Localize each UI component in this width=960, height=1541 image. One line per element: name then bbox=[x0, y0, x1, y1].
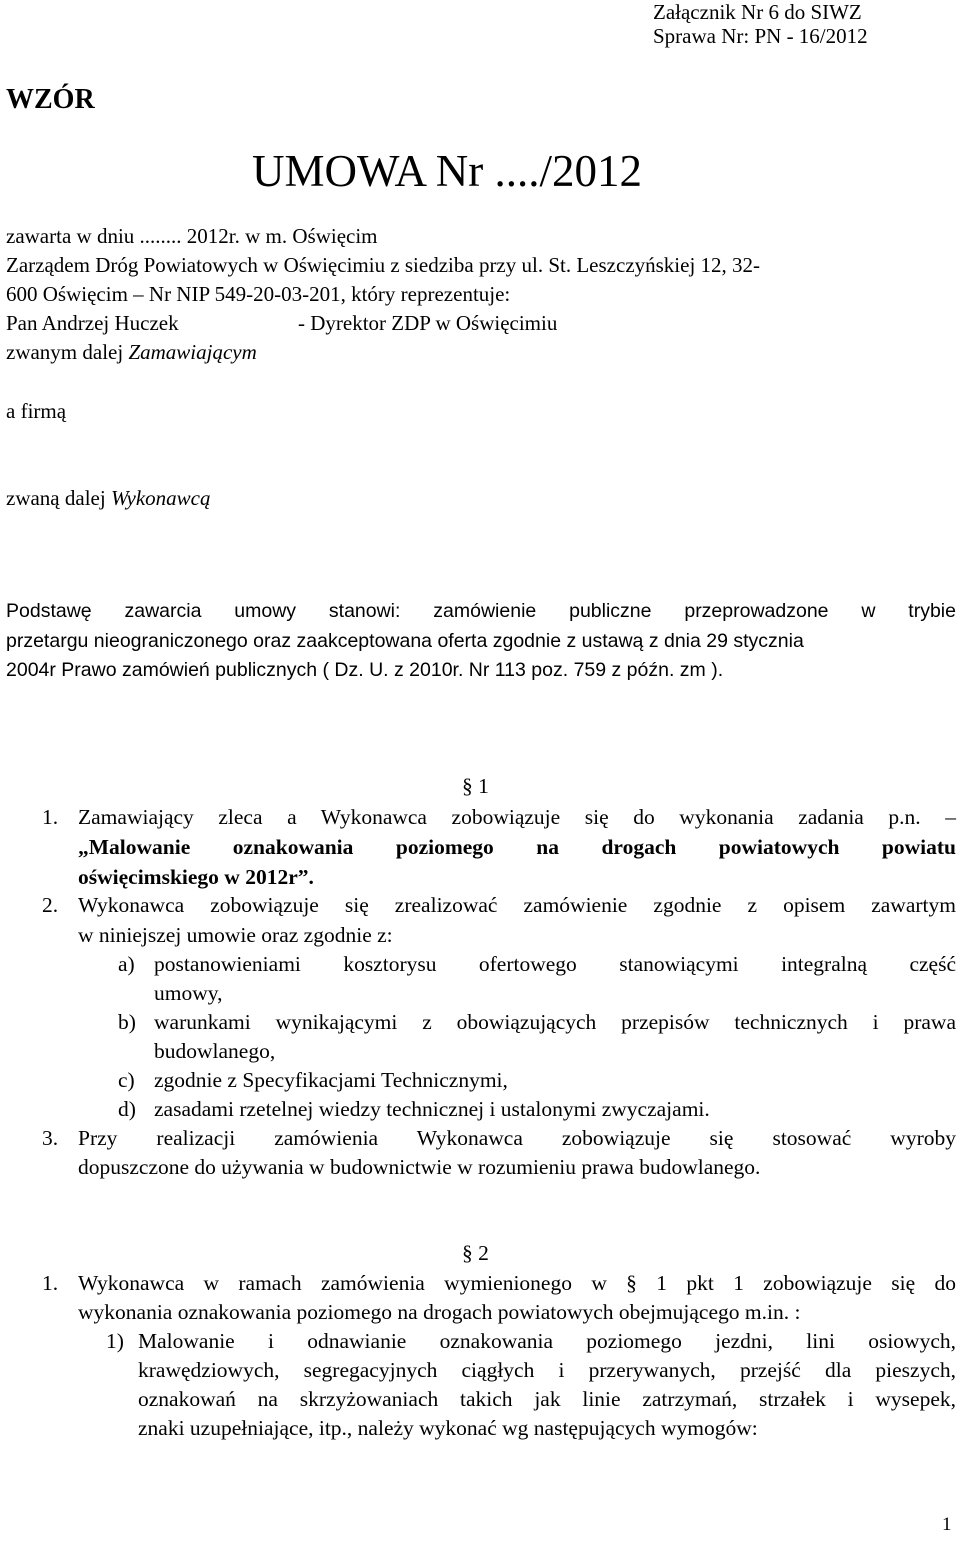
contractor-line bbox=[6, 486, 211, 511]
ordering-party-role: Zamawiającym bbox=[128, 340, 257, 364]
sec1-sub-c-label: c) bbox=[118, 1068, 135, 1092]
sec2-sub-1-number: 1) bbox=[106, 1329, 124, 1353]
task-name-line-2: oświęcimskiego w 2012r”. bbox=[78, 865, 314, 889]
contractor-prefix: zwaną dalej bbox=[6, 486, 111, 510]
section-2-heading: § 2 bbox=[462, 1241, 489, 1265]
sec2-sub-1-line-3: oznakowań na skrzyżowaniach takich jak linie zatrzymań, strzałek i wysepek, bbox=[138, 1387, 956, 1411]
sec2-item-1-line-1: Wykonawca w ramach zamówienia wymienionego w § 1 pkt 1 zobowiązuje się do bbox=[78, 1271, 956, 1295]
sec1-item-2-line-2: w niniejszej umowie oraz zgodnie z: bbox=[78, 923, 393, 947]
sec2-item-1-number: 1. bbox=[42, 1271, 59, 1295]
party-line-2: Zarządem Dróg Powiatowych w Oświęcimiu z siedziba przy ul. St. Leszczyńskiej 12, 32- bbox=[6, 253, 761, 277]
sec1-sub-d-label: d) bbox=[118, 1097, 136, 1121]
page-number: 1 bbox=[942, 1514, 952, 1535]
case-number: Sprawa Nr: PN - 16/2012 bbox=[653, 24, 868, 48]
contract-date-place: zawarta w dniu ........ 2012r. w m. Oświęcim bbox=[6, 224, 378, 248]
basis-line-2: przetargu nieograniczonego oraz zaakceptowana oferta zgodnie z ustawą z dnia 29 stycznia bbox=[6, 630, 804, 652]
sec1-item-3-line-1: Przy realizacji zamówienia Wykonawca zobowiązuje się stosować wyroby bbox=[78, 1126, 956, 1150]
template-label: WZÓR bbox=[6, 84, 95, 115]
contractor-role: Wykonawcą bbox=[110, 486, 211, 510]
sec1-item-2-line-1: Wykonawca zobowiązuje się zrealizować zamówienie zgodnie z opisem zawartym bbox=[78, 893, 956, 917]
representative-name: Pan Andrzej Huczek bbox=[6, 311, 179, 335]
sec1-item-2-number: 2. bbox=[42, 893, 59, 917]
sec1-sub-a-label: a) bbox=[118, 952, 135, 976]
attachment-label: Załącznik Nr 6 do SIWZ bbox=[653, 0, 862, 24]
task-name-line-1: „Malowanie oznakowania poziomego na drogach powiatowych powiatu bbox=[78, 835, 956, 859]
sec2-sub-1-line-2: krawędziowych, segregacyjnych ciągłych i przerywanych, przejść dla pieszych, bbox=[138, 1358, 956, 1382]
ordering-party-line bbox=[6, 340, 257, 365]
contract-title: UMOWA Nr ..../2012 bbox=[252, 146, 642, 196]
sec2-item-1-line-2: wykonania oznakowania poziomego na drogach powiatowych obejmującego m.in. : bbox=[78, 1300, 801, 1324]
representative-role: - Dyrektor ZDP w Oświęcimiu bbox=[298, 311, 558, 335]
firm-label: a firmą bbox=[6, 399, 67, 423]
party-line-3: 600 Oświęcim – Nr NIP 549-20-03-201, który reprezentuje: bbox=[6, 282, 511, 306]
basis-line-3: 2004r Prawo zamówień publicznych ( Dz. U. z 2010r. Nr 113 poz. 759 z późn. zm ). bbox=[6, 659, 724, 681]
sec1-sub-c-line-1: zgodnie z Specyfikacjami Technicznymi, bbox=[154, 1068, 508, 1092]
sec1-item-1-line-1: Zamawiający zleca a Wykonawca zobowiązuje się do wykonania zadania p.n. – bbox=[78, 805, 956, 829]
sec2-sub-1-line-4: znaki uzupełniające, itp., należy wykonać wg następujących wymogów: bbox=[138, 1416, 758, 1440]
section-1-heading: § 1 bbox=[462, 774, 489, 798]
sec1-sub-b-line-2: budowlanego, bbox=[154, 1039, 276, 1063]
sec1-sub-b-line-1: warunkami wynikającymi z obowiązujących przepisów technicznych i prawa bbox=[154, 1010, 956, 1034]
sec1-sub-d-line-1: zasadami rzetelnej wiedzy technicznej i ustalonymi zwyczajami. bbox=[154, 1097, 710, 1121]
basis-line-1: Podstawę zawarcia umowy stanowi: zamówienie publiczne przeprowadzone w trybie bbox=[6, 600, 956, 622]
ordering-party-prefix: zwanym dalej bbox=[6, 340, 129, 364]
sec1-item-1-number: 1. bbox=[42, 805, 59, 829]
sec2-sub-1-line-1: Malowanie i odnawianie oznakowania poziomego jezdni, lini osiowych, bbox=[138, 1329, 956, 1353]
sec1-sub-a-line-1: postanowieniami kosztorysu ofertowego stanowiącymi integralną część bbox=[154, 952, 956, 976]
sec1-sub-a-line-2: umowy, bbox=[154, 981, 223, 1005]
sec1-item-3-number: 3. bbox=[42, 1126, 59, 1150]
sec1-sub-b-label: b) bbox=[118, 1010, 136, 1034]
sec1-item-3-line-2: dopuszczone do używania w budownictwie w rozumieniu prawa budowlanego. bbox=[78, 1155, 761, 1179]
